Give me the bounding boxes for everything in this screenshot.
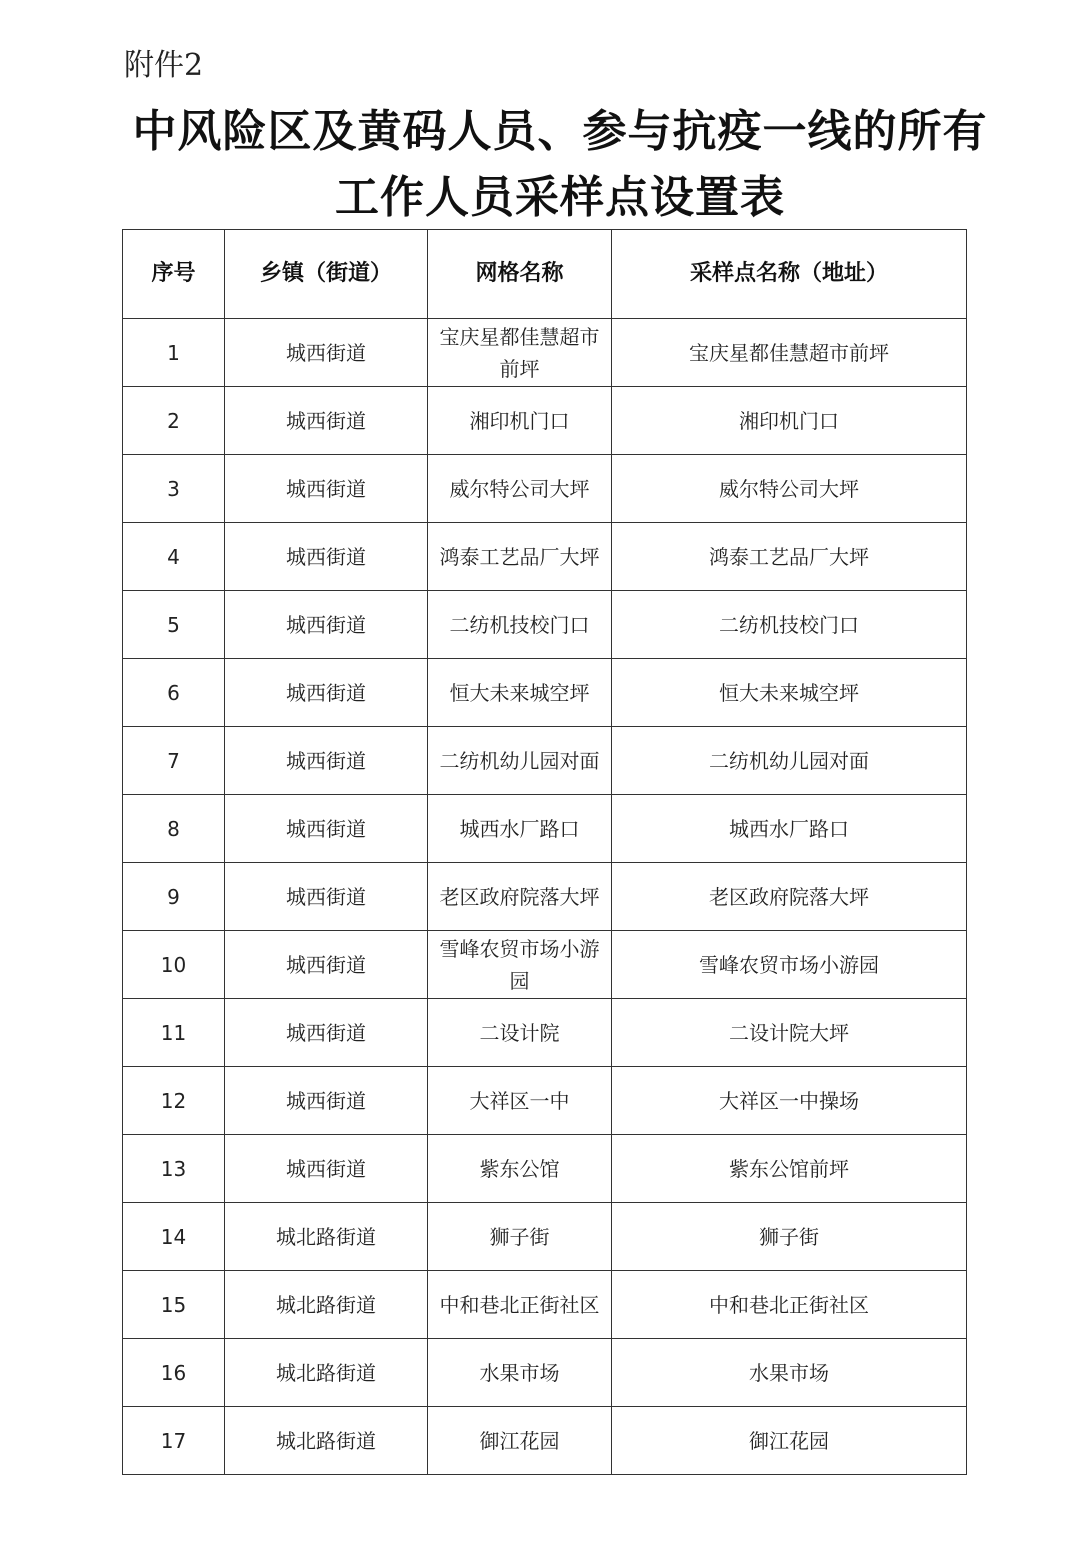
cell-township: 城北路街道 — [225, 1339, 428, 1407]
cell-index: 11 — [123, 999, 225, 1067]
table-row — [123, 1135, 967, 1203]
cell-grid-name: 二设计院 — [428, 999, 612, 1067]
cell-grid-name: 鸿泰工艺品厂大坪 — [428, 523, 612, 591]
cell-grid-name: 大祥区一中 — [428, 1067, 612, 1135]
cell-index: 3 — [123, 455, 225, 523]
cell-township: 城西街道 — [225, 931, 428, 999]
table-row — [123, 319, 967, 387]
cell-township: 城西街道 — [225, 591, 428, 659]
table-row — [123, 863, 967, 931]
cell-township: 城北路街道 — [225, 1271, 428, 1339]
cell-grid-name: 二纺机技校门口 — [428, 591, 612, 659]
cell-site-name: 水果市场 — [612, 1339, 967, 1407]
cell-site-name: 城西水厂路口 — [612, 795, 967, 863]
cell-site-name: 狮子街 — [612, 1203, 967, 1271]
cell-index: 13 — [123, 1135, 225, 1203]
table-row — [123, 931, 967, 999]
cell-site-name: 鸿泰工艺品厂大坪 — [612, 523, 967, 591]
cell-grid-name: 水果市场 — [428, 1339, 612, 1407]
cell-grid-name: 威尔特公司大坪 — [428, 455, 612, 523]
cell-site-name: 雪峰农贸市场小游园 — [612, 931, 967, 999]
attachment-label: 附件2 — [124, 48, 204, 83]
cell-site-name: 二纺机技校门口 — [612, 591, 967, 659]
cell-site-name: 二纺机幼儿园对面 — [612, 727, 967, 795]
table-row — [123, 795, 967, 863]
table-row — [123, 591, 967, 659]
table-row — [123, 727, 967, 795]
cell-township: 城北路街道 — [225, 1203, 428, 1271]
cell-township: 城西街道 — [225, 795, 428, 863]
document-title-line-1: 中风险区及黄码人员、参与抗疫一线的所有 — [132, 106, 988, 157]
cell-grid-name: 紫东公馆 — [428, 1135, 612, 1203]
cell-township: 城西街道 — [225, 1135, 428, 1203]
cell-index: 1 — [123, 319, 225, 387]
table-header-row — [123, 230, 967, 319]
cell-grid-name: 老区政府院落大坪 — [428, 863, 612, 931]
table-row — [123, 999, 967, 1067]
document-title-line-2: 工作人员采样点设置表 — [335, 172, 785, 223]
header-township: 乡镇（街道） — [225, 230, 428, 319]
cell-grid-name: 二纺机幼儿园对面 — [428, 727, 612, 795]
cell-township: 城西街道 — [225, 659, 428, 727]
table-row — [123, 523, 967, 591]
cell-township: 城西街道 — [225, 319, 428, 387]
cell-grid-name: 中和巷北正街社区 — [428, 1271, 612, 1339]
table-row — [123, 1271, 967, 1339]
cell-site-name: 恒大未来城空坪 — [612, 659, 967, 727]
cell-township: 城西街道 — [225, 999, 428, 1067]
cell-grid-name: 狮子街 — [428, 1203, 612, 1271]
cell-index: 16 — [123, 1339, 225, 1407]
cell-site-name: 宝庆星都佳慧超市前坪 — [612, 319, 967, 387]
cell-site-name: 湘印机门口 — [612, 387, 967, 455]
cell-index: 8 — [123, 795, 225, 863]
cell-township: 城北路街道 — [225, 1407, 428, 1475]
table-row — [123, 659, 967, 727]
cell-index: 7 — [123, 727, 225, 795]
header-site-name: 采样点名称（地址） — [612, 230, 967, 319]
cell-grid-name: 宝庆星都佳慧超市前坪 — [428, 319, 612, 387]
table-row — [123, 1339, 967, 1407]
cell-index: 6 — [123, 659, 225, 727]
cell-site-name: 威尔特公司大坪 — [612, 455, 967, 523]
cell-grid-name: 御江花园 — [428, 1407, 612, 1475]
cell-index: 14 — [123, 1203, 225, 1271]
cell-index: 4 — [123, 523, 225, 591]
cell-township: 城西街道 — [225, 387, 428, 455]
cell-site-name: 中和巷北正街社区 — [612, 1271, 967, 1339]
cell-township: 城西街道 — [225, 727, 428, 795]
table-row — [123, 1067, 967, 1135]
table-row — [123, 387, 967, 455]
cell-index: 9 — [123, 863, 225, 931]
table-row — [123, 1407, 967, 1475]
cell-index: 17 — [123, 1407, 225, 1475]
cell-index: 12 — [123, 1067, 225, 1135]
table-row — [123, 1203, 967, 1271]
cell-index: 15 — [123, 1271, 225, 1339]
table-row — [123, 455, 967, 523]
cell-index: 10 — [123, 931, 225, 999]
cell-site-name: 大祥区一中操场 — [612, 1067, 967, 1135]
cell-site-name: 御江花园 — [612, 1407, 967, 1475]
cell-township: 城西街道 — [225, 523, 428, 591]
cell-index: 2 — [123, 387, 225, 455]
cell-grid-name: 雪峰农贸市场小游园 — [428, 931, 612, 999]
cell-site-name: 老区政府院落大坪 — [612, 863, 967, 931]
cell-township: 城西街道 — [225, 455, 428, 523]
cell-grid-name: 恒大未来城空坪 — [428, 659, 612, 727]
header-index: 序号 — [123, 230, 225, 319]
cell-grid-name: 城西水厂路口 — [428, 795, 612, 863]
header-grid-name: 网格名称 — [428, 230, 612, 319]
sampling-sites-table — [122, 229, 967, 1475]
cell-township: 城西街道 — [225, 863, 428, 931]
cell-grid-name: 湘印机门口 — [428, 387, 612, 455]
cell-index: 5 — [123, 591, 225, 659]
cell-site-name: 紫东公馆前坪 — [612, 1135, 967, 1203]
cell-township: 城西街道 — [225, 1067, 428, 1135]
cell-site-name: 二设计院大坪 — [612, 999, 967, 1067]
